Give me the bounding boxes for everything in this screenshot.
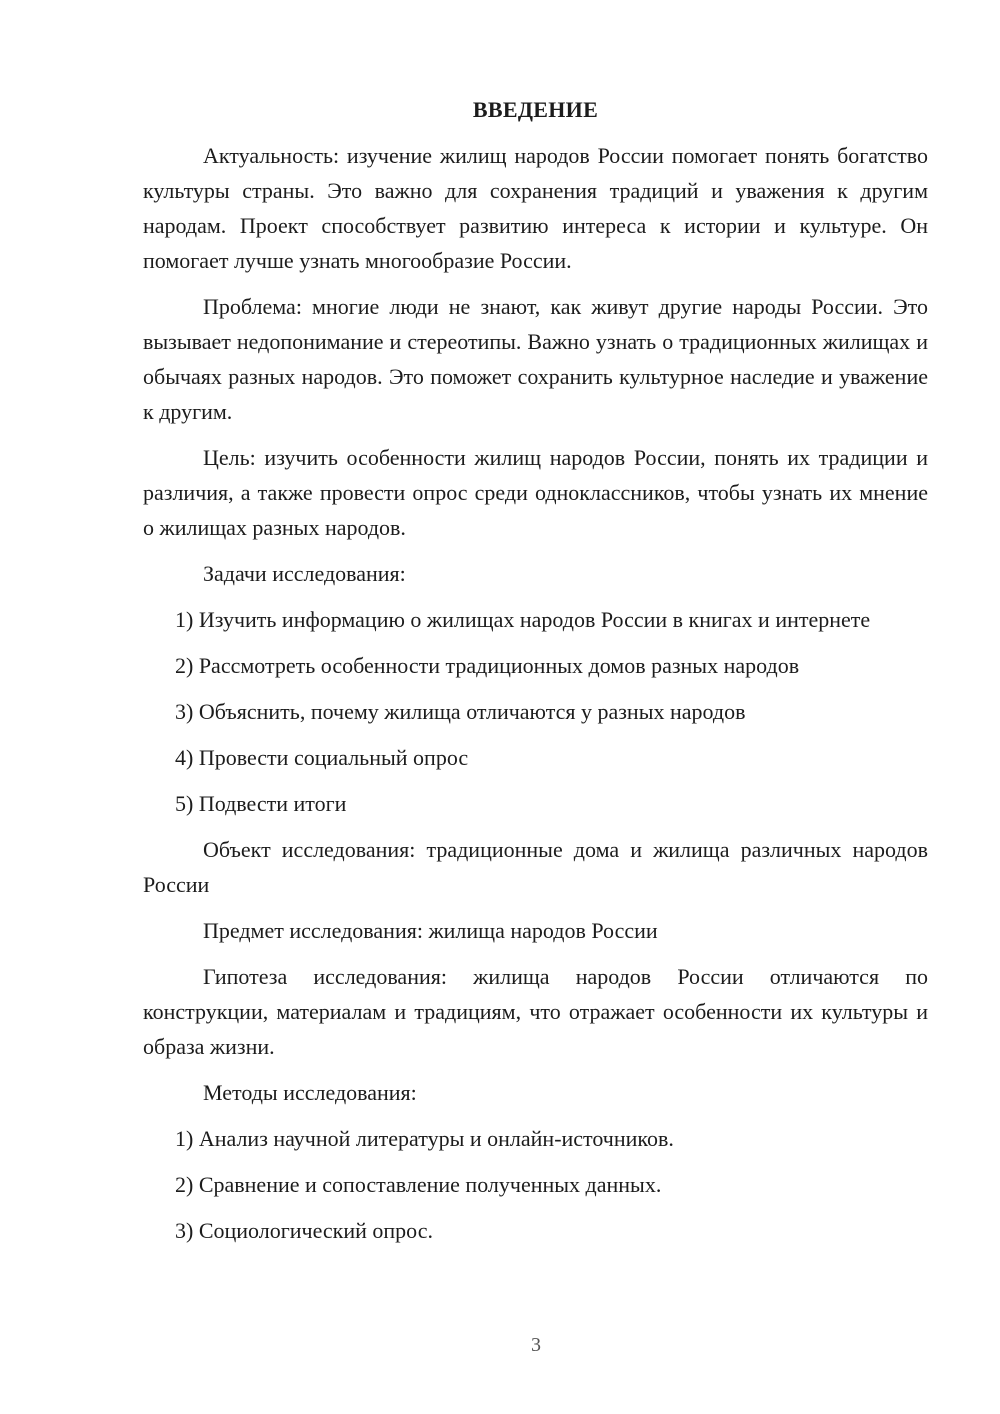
task-item: 4) Провести социальный опрос [175,745,469,770]
paragraph-problem: Проблема: многие люди не знают, как живут другие народы России. Это вызывает недопонимание и стереотипы. Важно узнать о традиционных жилищах и обычаях разных народов. Это поможет сохранить культурное наследие и уважение к другим. [143,294,928,424]
page-number: 3 [531,1334,541,1356]
page-content [143,95,928,1259]
methods-heading: Методы исследования: [203,1080,417,1105]
paragraph-goal: Цель: изучить особенности жилищ народов России, понять их традиции и различия, а также провести опрос среди одноклассников, чтобы узнать их мнение о жилищах разных народов. [143,445,928,540]
page-title: ВВЕДЕНИЕ [472,97,599,122]
task-item: 3) Объяснить, почему жилища отличаются у разных народов [175,699,746,724]
tasks-heading: Задачи исследования: [203,561,406,586]
paragraph-subject: Предмет исследования: жилища народов России [203,918,658,943]
task-item: 5) Подвести итоги [175,791,347,816]
task-item: 1) Изучить информацию о жилищах народов России в книгах и интернете [175,607,871,632]
method-item: 2) Сравнение и сопоставление полученных данных. [175,1172,662,1197]
method-item: 3) Социологический опрос. [175,1218,433,1243]
method-item: 1) Анализ научной литературы и онлайн-источников. [175,1126,674,1151]
paragraph-hypothesis: Гипотеза исследования: жилища народов России отличаются по конструкции, материалам и традициям, что отражает особенности их культуры и образа жизни. [143,964,928,1059]
task-item: 2) Рассмотреть особенности традиционных домов разных народов [175,653,800,678]
paragraph-object: Объект исследования: традиционные дома и жилища различных народов России [143,837,928,897]
paragraph-relevance: Актуальность: изучение жилищ народов России помогает понять богатство культуры страны. Это важно для сохранения традиций и уважения к другим народам. Проект способствует развитию интереса к истории и культуре. Он помогает лучше узнать многообразие России. [143,143,928,273]
